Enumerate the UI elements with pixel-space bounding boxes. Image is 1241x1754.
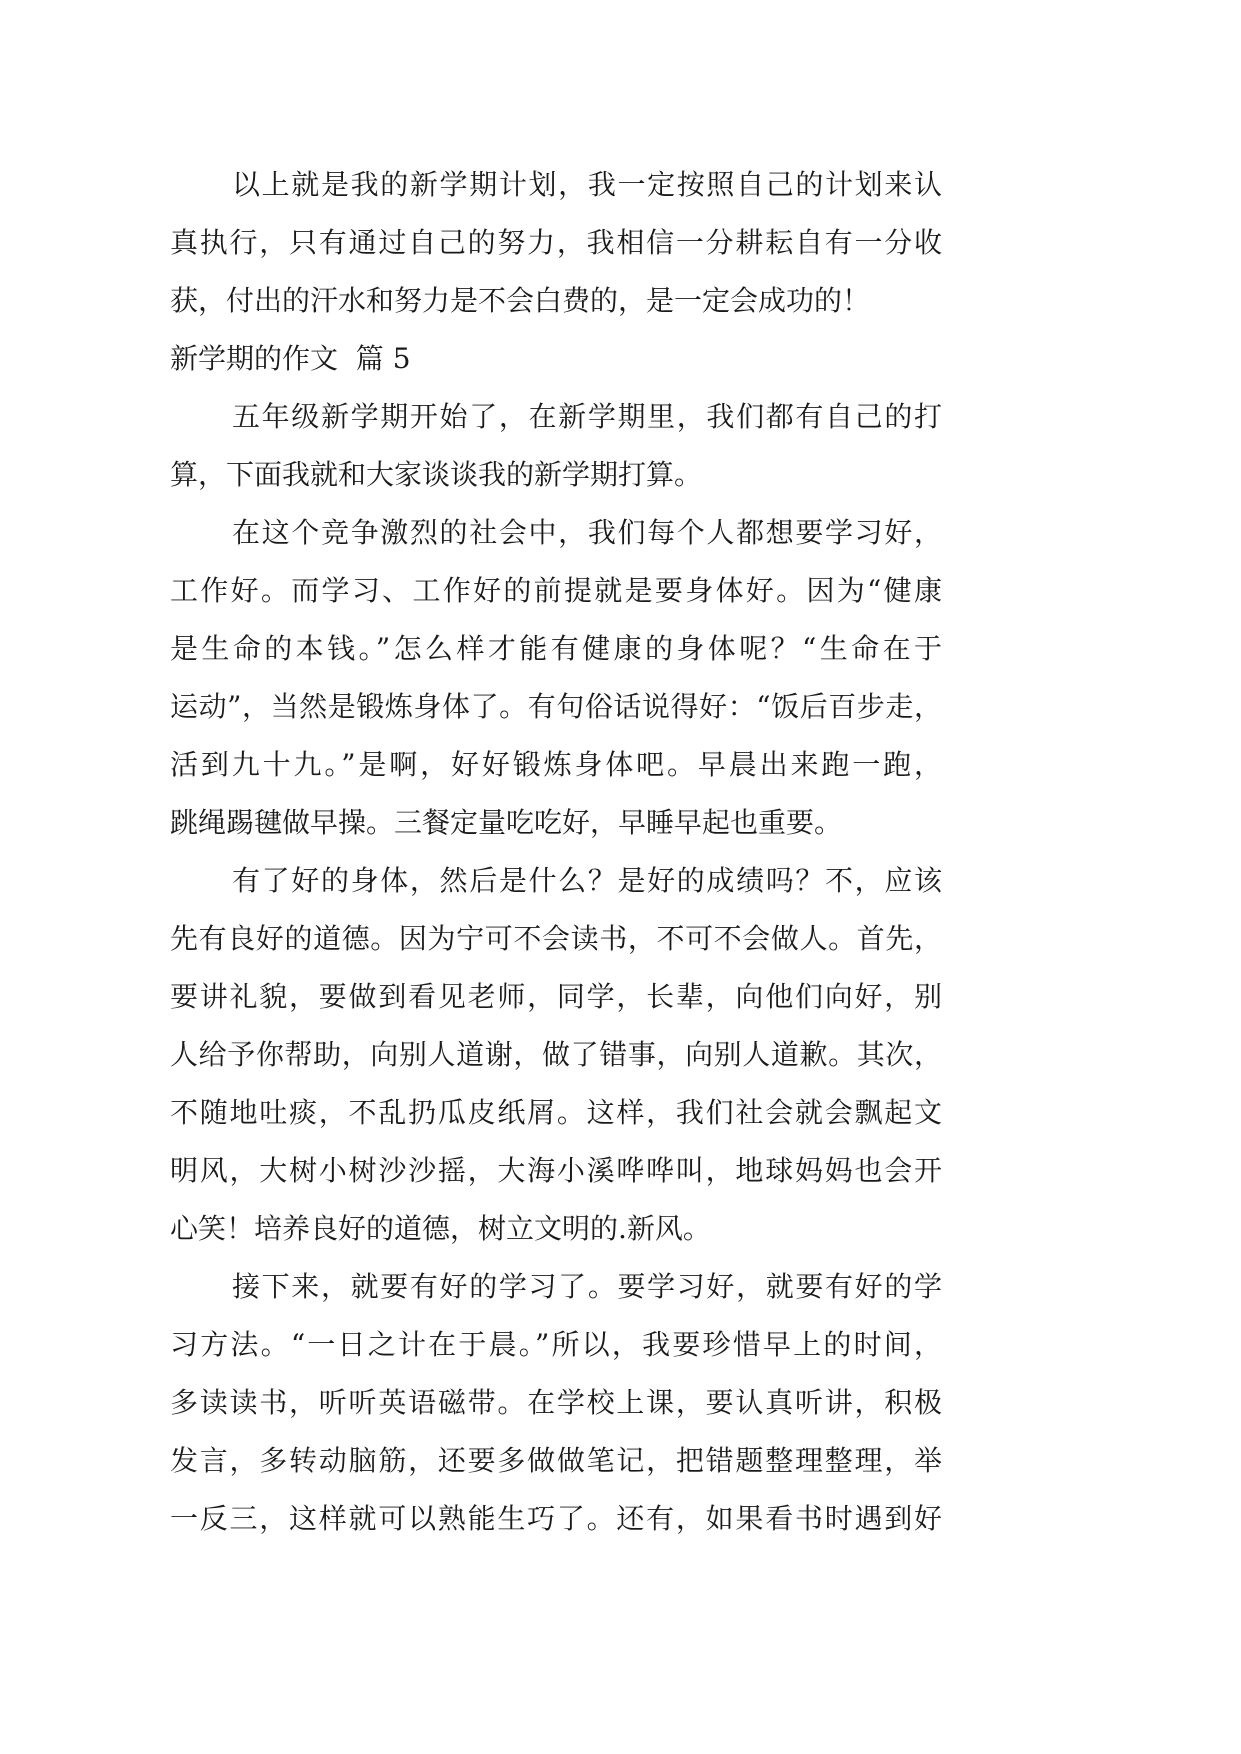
text-line: 发言，多转动脑筋，还要多做做笔记，把错题整理整理，举 <box>170 1444 942 1477</box>
text-line: 五年级新学期开始了，在新学期里，我们都有自己的打 <box>232 400 942 433</box>
text-line: 接下来，就要有好的学习了。要学习好，就要有好的学 <box>232 1270 942 1303</box>
paragraph <box>170 388 942 504</box>
text-line: 一反三，这样就可以熟能生巧了。还有，如果看书时遇到好 <box>170 1502 942 1535</box>
text-line: 算，下面我就和大家谈谈我的新学期打算。 <box>170 458 703 491</box>
text-line: 先有良好的道德。因为宁可不会读书，不可不会做人。首先， <box>170 922 942 955</box>
text-line: 活到九十九。”是啊，好好锻炼身体吧。早晨出来跑一跑， <box>170 748 942 781</box>
document-body <box>170 156 942 1548</box>
text-line: 是生命的本钱。”怎么样才能有健康的身体呢？“生命在于 <box>170 632 942 665</box>
text-line: 运动”，当然是锻炼身体了。有句俗话说得好：“饭后百步走， <box>170 690 942 723</box>
text-line: 多读读书，听听英语磁带。在学校上课，要认真听讲，积极 <box>170 1386 942 1419</box>
text-line: 人给予你帮助，向别人道谢，做了错事，向别人道歉。其次， <box>170 1038 942 1071</box>
text-line: 工作好。而学习、工作好的前提就是要身体好。因为“健康 <box>170 574 942 607</box>
paragraph <box>170 852 942 1258</box>
text-line: 不随地吐痰，不乱扔瓜皮纸屑。这样，我们社会就会飘起文 <box>170 1096 942 1129</box>
text-line: 以上就是我的新学期计划，我一定按照自己的计划来认 <box>232 168 942 201</box>
text-line: 有了好的身体，然后是什么？是好的成绩吗？不，应该 <box>232 864 942 897</box>
previous-essay-ending-paragraph <box>170 156 942 330</box>
section-heading: 新学期的作文 篇 5 <box>170 342 411 375</box>
paragraph <box>170 1258 942 1548</box>
text-line: 真执行，只有通过自己的努力，我相信一分耕耘自有一分收 <box>170 226 942 259</box>
paragraph <box>170 504 942 852</box>
text-line: 明风，大树小树沙沙摇，大海小溪哗哗叫，地球妈妈也会开 <box>170 1154 942 1187</box>
text-line: 要讲礼貌，要做到看见老师，同学，长辈，向他们向好，别 <box>170 980 942 1013</box>
text-line: 在这个竞争激烈的社会中，我们每个人都想要学习好， <box>232 516 942 549</box>
text-line: 获，付出的汗水和努力是不会白费的，是一定会成功的！ <box>170 284 871 317</box>
text-line: 心笑！培养良好的道德，树立文明的.新风。 <box>170 1212 711 1245</box>
text-line: 跳绳踢毽做早操。三餐定量吃吃好，早睡早起也重要。 <box>170 806 843 839</box>
text-line: 习方法。“一日之计在于晨。”所以，我要珍惜早上的时间， <box>170 1328 942 1361</box>
